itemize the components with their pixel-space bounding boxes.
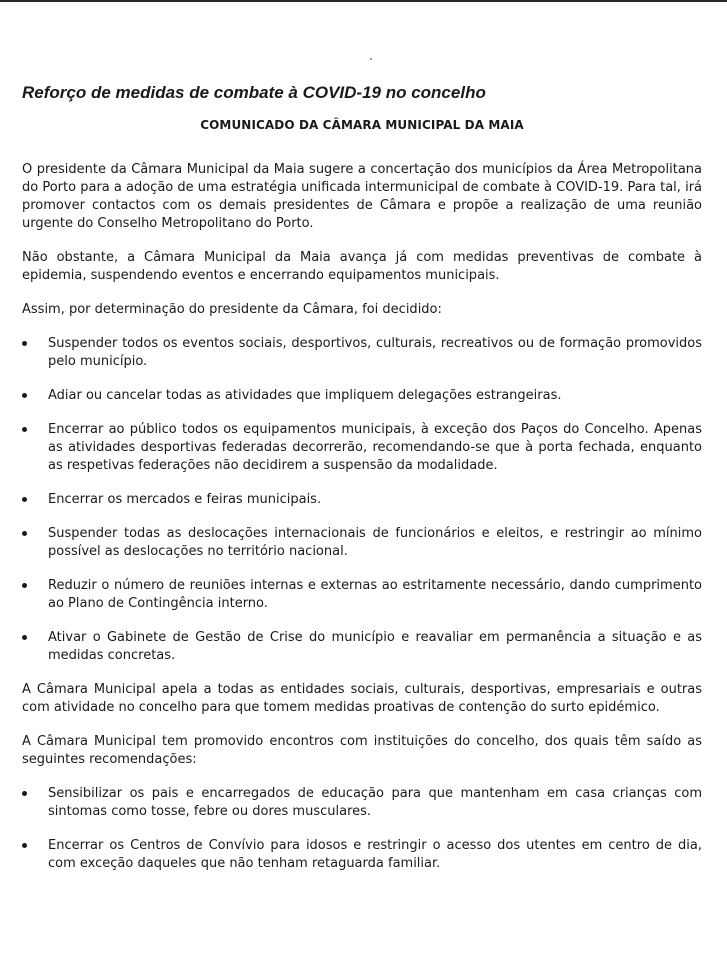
recommendation-text: Sensibilizar os pais e encarregados de educação para que mantenham em casa crianças com sintomas como tosse, febre ou dores musculares. [48, 786, 702, 819]
bullet-icon [22, 635, 27, 640]
measure-text: Reduzir o número de reuniões internas e externas ao estritamente necessário, dando cumprimento ao Plano de Contingência interno. [48, 578, 702, 611]
list-item [22, 335, 702, 371]
list-item [22, 491, 702, 509]
recommendation-text: Encerrar os Centros de Convívio para idosos e restringir o acesso dos utentes em centro de dia, com exceção daqueles que não tenham retaguarda familiar. [48, 838, 702, 871]
recommendations-list [22, 785, 702, 873]
paragraph-intro: O presidente da Câmara Municipal da Maia sugere a concertação dos municípios da Área Metropolitana do Porto para a adoção de uma estratégia unificada intermunicipal de combate à COVID-19. Para tal, irá promover contactos com os demais presidentes de Câmara e propõe a realização de uma reunião urgente do Conselho Metropolitano do Porto. [22, 162, 702, 231]
paragraph-meetings: A Câmara Municipal tem promovido encontros com instituições do concelho, dos quais têm saído as seguintes recomendações: [22, 734, 702, 767]
bullet-icon [22, 393, 27, 398]
list-item [22, 837, 702, 873]
measure-text: Suspender todas as deslocações internacionais de funcionários e eleitos, e restringir ao mínimo possível as deslocações no território nacional. [48, 526, 702, 559]
scan-top-edge [0, 0, 727, 2]
measure-text: Ativar o Gabinete de Gestão de Crise do município e reavaliar em permanência a situação e as medidas concretas. [48, 630, 702, 663]
bullet-icon [22, 427, 27, 432]
list-item [22, 421, 702, 475]
bullet-icon [22, 843, 27, 848]
list-item [22, 629, 702, 665]
document-page [22, 83, 702, 889]
bullet-icon [22, 531, 27, 536]
bullet-icon [22, 791, 27, 796]
document-subtitle: COMUNICADO DA CÂMARA MUNICIPAL DA MAIA [200, 118, 524, 132]
bullet-icon [22, 583, 27, 588]
paragraph-appeal: A Câmara Municipal apela a todas as entidades sociais, culturais, desportivas, empresariais e outras com atividade no concelho para que tomem medidas proativas de contenção do surto epidémico. [22, 682, 702, 715]
scan-speck [370, 58, 372, 60]
measure-text: Encerrar os mercados e feiras municipais. [48, 492, 322, 507]
bullet-icon [22, 341, 27, 346]
measure-text: Adiar ou cancelar todas as atividades que impliquem delegações estrangeiras. [48, 388, 562, 403]
measure-text: Encerrar ao público todos os equipamentos municipais, à exceção dos Paços do Concelho. Apenas as atividades desportivas federadas decorrerão, recomendando-se que à porta fechada, enquanto as respetivas federações não decidirem a suspensão da modalidade. [48, 422, 702, 473]
list-item [22, 525, 702, 561]
list-item [22, 387, 702, 405]
paragraph-preventive: Não obstante, a Câmara Municipal da Maia avança já com medidas preventivas de combate à epidemia, suspendendo eventos e encerrando equipamentos municipais. [22, 250, 702, 283]
list-item [22, 577, 702, 613]
measure-text: Suspender todos os eventos sociais, desportivos, culturais, recreativos ou de formação promovidos pelo município. [48, 336, 702, 369]
measures-list [22, 335, 702, 665]
document-title: Reforço de medidas de combate à COVID-19 no concelho [22, 83, 486, 102]
bullet-icon [22, 497, 27, 502]
paragraph-decided: Assim, por determinação do presidente da Câmara, foi decidido: [22, 302, 442, 317]
list-item [22, 785, 702, 821]
